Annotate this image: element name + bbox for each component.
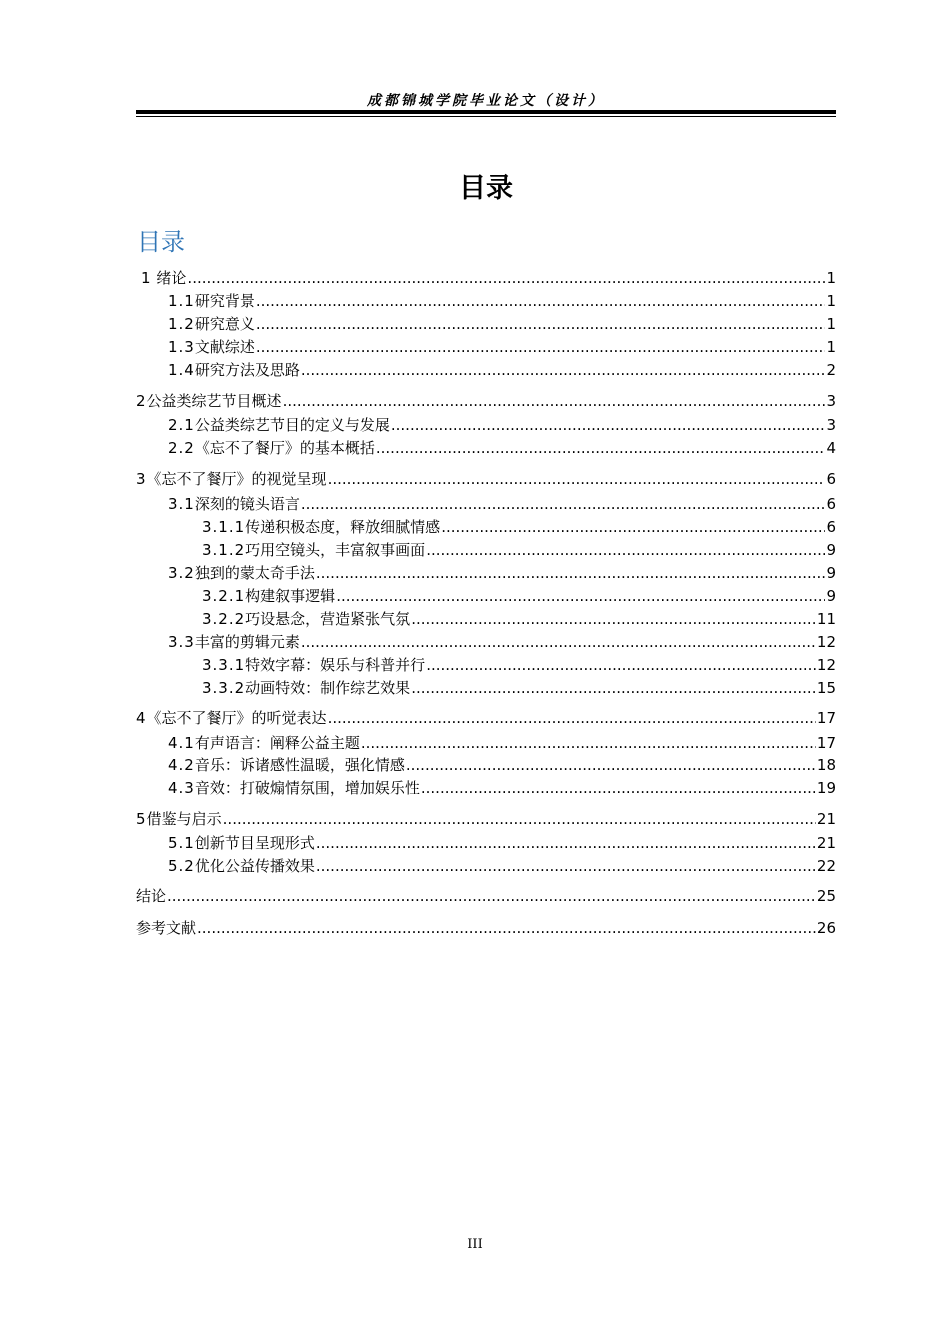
toc-entry-label: 独到的蒙太奇手法 [194,564,315,582]
toc-entry[interactable] [136,917,836,938]
toc-entry-label: 构建叙事逻辑 [245,587,336,605]
toc-leader [187,269,825,287]
toc-entry-page: 6 [826,518,836,536]
toc-entry[interactable] [136,754,836,775]
toc-leader [301,633,816,651]
toc-entry[interactable] [136,732,836,753]
toc-entry-page: 9 [826,587,836,605]
page-number: III [467,1237,483,1252]
toc-entry-label: 《忘不了餐厅》的基本概括 [194,439,375,457]
toc-entry-page: 25 [816,887,836,905]
toc-entry[interactable] [136,437,836,458]
toc-entry-number: 3.2.2 [202,610,246,628]
toc-entry-label: 参考文献 [136,919,197,937]
toc-entry-number: 3.3.2 [202,679,246,697]
toc-entry[interactable] [136,654,836,675]
toc-entry-page: 17 [816,734,836,752]
toc-entry-label: 研究背景 [194,292,255,310]
toc-entry[interactable] [136,808,836,829]
toc-entry-number: 2.2 [168,439,195,457]
toc-entry-number: 5.1 [168,834,195,852]
toc-entry-number: 1.2 [168,315,195,333]
toc-leader [301,495,826,513]
toc-entry[interactable] [136,855,836,876]
header-rule-thick [136,110,836,114]
toc-entry-number: 2 [136,392,147,410]
toc-entry[interactable] [136,290,836,311]
toc-leader [197,919,816,937]
toc-leader [336,587,825,605]
toc-entry-label: 绪论 [156,269,187,287]
toc-leader [376,439,826,457]
toc-entry-label: 创新节目呈现形式 [194,834,315,852]
toc-entry-label: 研究意义 [194,315,255,333]
toc-leader [256,315,826,333]
toc-leader [316,564,826,582]
toc-entry[interactable] [136,707,836,728]
toc-entry-page: 1 [826,338,836,356]
toc-entry-page: 26 [816,919,836,937]
toc-entry-number: 1.3 [168,338,195,356]
toc-entry-label: 《忘不了餐厅》的听觉表达 [146,709,327,727]
toc-entry-page: 21 [816,810,836,828]
toc-leader [328,470,826,488]
toc-entry-number: 1 [141,269,152,287]
header-rule-thin [136,116,836,117]
toc-entry-number: 5.2 [168,857,195,875]
toc-entry-page: 2 [826,361,836,379]
toc-entry-label: 动画特效：制作综艺效果 [245,679,411,697]
toc-entry[interactable] [136,832,836,853]
toc-entry-label: 公益类综艺节目的定义与发展 [194,416,390,434]
toc-entry[interactable] [136,468,836,489]
toc-entry[interactable] [136,516,836,537]
toc-entry-number: 3 [136,470,147,488]
toc-entry-page: 9 [826,541,836,559]
toc-entry[interactable] [136,267,836,288]
toc-entry[interactable] [136,539,836,560]
toc-entry[interactable] [136,313,836,334]
toc-leader [391,416,826,434]
toc-entry-label: 丰富的剪辑元素 [194,633,300,651]
toc-entry-page: 12 [816,633,836,651]
toc-leader [256,338,826,356]
toc-entry-page: 1 [826,269,836,287]
toc-leader [406,756,816,774]
toc-leader [316,857,816,875]
toc-entry-page: 15 [816,679,836,697]
toc-entry-number: 4.1 [168,734,195,752]
toc-entry[interactable] [136,414,836,435]
toc-leader [426,656,816,674]
toc-entry-page: 6 [826,470,836,488]
toc-entry-number: 3.2.1 [202,587,246,605]
toc-entry-number: 1.1 [168,292,195,310]
toc-entry-label: 优化公益传播效果 [194,857,315,875]
toc-entry[interactable] [136,359,836,380]
toc-entry-number: 3.3 [168,633,195,651]
toc-entry-page: 4 [826,439,836,457]
toc-entry-number: 4.3 [168,779,195,797]
toc-entry[interactable] [136,677,836,698]
toc-entry-number: 4.2 [168,756,195,774]
toc-leader [328,709,816,727]
toc-leader [316,834,816,852]
toc-heading: 目录 [137,228,185,256]
toc-entry-label: 有声语言：阐释公益主题 [194,734,360,752]
toc-entry[interactable] [136,585,836,606]
toc-entry-number: 2.1 [168,416,195,434]
toc-leader [167,887,816,905]
toc-entry[interactable] [136,390,836,411]
toc-entry-page: 6 [826,495,836,513]
toc-entry-number: 3.2 [168,564,195,582]
toc-leader [441,518,825,536]
toc-entry-number: 1.4 [168,361,195,379]
toc-entry-label: 特效字幕：娱乐与科普并行 [245,656,426,674]
toc-entry-number: 3.1.1 [202,518,246,536]
toc-entry[interactable] [136,493,836,514]
toc-entry[interactable] [136,336,836,357]
toc-entry-page: 1 [826,315,836,333]
page-title: 目录 [459,173,513,204]
toc-leader [411,610,816,628]
toc-entry-page: 9 [826,564,836,582]
toc-entry-label: 深刻的镜头语言 [194,495,300,513]
toc-entry-page: 11 [816,610,836,628]
toc-entry-label: 公益类综艺节目概述 [146,392,282,410]
toc-entry[interactable] [136,631,836,652]
toc-entry[interactable] [136,885,836,906]
toc-entry-number: 3.1.2 [202,541,246,559]
toc-leader [361,734,816,752]
toc-entry-label: 音乐：诉诸感性温暖，强化情感 [194,756,405,774]
toc-entry-label: 《忘不了餐厅》的视觉呈现 [146,470,327,488]
toc-entry-number: 5 [136,810,147,828]
toc-entry-number: 4 [136,709,147,727]
toc-entry-label: 传递积极态度，释放细腻情感 [245,518,441,536]
toc-entry-page: 3 [826,392,836,410]
toc-leader [421,779,816,797]
toc-entry-label: 巧用空镜头，丰富叙事画面 [245,541,426,559]
toc-entry-label: 结论 [136,887,167,905]
toc-entry-page: 12 [816,656,836,674]
toc-leader [301,361,826,379]
toc-entry-label: 文献综述 [194,338,255,356]
toc-entry-page: 3 [826,416,836,434]
toc-leader [426,541,825,559]
toc-entry-page: 19 [816,779,836,797]
toc-entry-label: 借鉴与启示 [146,810,222,828]
toc-leader [256,292,826,310]
toc-entry-page: 17 [816,709,836,727]
running-header: 成都锦城学院毕业论文（设计） [367,93,605,109]
toc-leader [223,810,816,828]
toc-entry-page: 1 [826,292,836,310]
toc-entry-number: 3.3.1 [202,656,246,674]
toc-entry-number: 3.1 [168,495,195,513]
toc-entry[interactable] [136,777,836,798]
toc-entry-page: 22 [816,857,836,875]
toc-entry-page: 18 [816,756,836,774]
toc-entry-page: 21 [816,834,836,852]
toc-entry[interactable] [136,562,836,583]
toc-leader [283,392,826,410]
toc-entry-label: 研究方法及思路 [194,361,300,379]
toc-entry[interactable] [136,608,836,629]
toc-entry-label: 音效：打破煽情氛围，增加娱乐性 [194,779,420,797]
toc-entry-label: 巧设悬念，营造紧张气氛 [245,610,411,628]
toc-leader [411,679,816,697]
